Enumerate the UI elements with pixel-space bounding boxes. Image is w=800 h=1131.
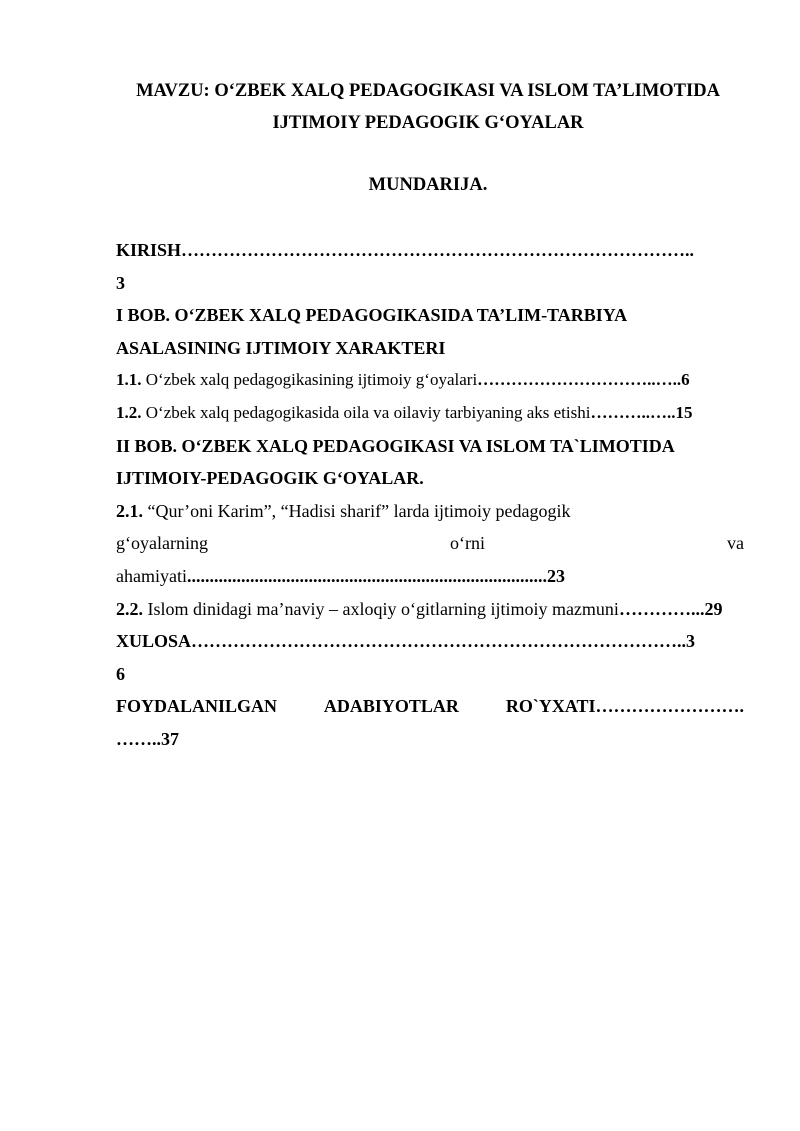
toc-entry-1-2[interactable] bbox=[116, 397, 744, 430]
toc-page-number: 3 bbox=[116, 272, 125, 293]
toc-section-title: O‘zbek xalq pedagogikasining ijtimoiy g‘oyalari bbox=[141, 370, 478, 390]
toc-section-number: 2.1. bbox=[116, 500, 143, 521]
toc-entry-2-2[interactable] bbox=[116, 593, 744, 626]
document-title bbox=[100, 75, 756, 139]
toc-word: va bbox=[727, 533, 744, 554]
toc-page-number-part: 3 bbox=[686, 631, 696, 652]
toc-dots: ………..….. bbox=[590, 402, 676, 422]
toc-section-title: Islom dinidagi ma’naviy – axloqiy o‘gitlarning ijtimoiy mazmuni bbox=[143, 598, 619, 619]
toc-dots: …………... bbox=[618, 598, 705, 619]
title-line-2: IJTIMOIY PEDAGOGIK G‘OYALAR bbox=[272, 113, 584, 133]
toc-chapter-1-line-2[interactable]: ASALASINING IJTIMOIY XARAKTERI bbox=[116, 337, 446, 358]
toc-dots: ................................................................................ bbox=[186, 565, 547, 586]
toc-entry-2-1-continued bbox=[116, 527, 744, 560]
toc-section-number: 2.2. bbox=[116, 598, 143, 619]
toc-label: XULOSA bbox=[116, 631, 192, 652]
toc-word: o‘rni bbox=[449, 533, 485, 554]
toc-dots: …….. bbox=[116, 728, 161, 749]
toc-entry-xulosa[interactable] bbox=[116, 625, 744, 658]
toc-section-title: O‘zbek xalq pedagogikasida oila va oilaviy tarbiyaning aks etishi bbox=[141, 402, 591, 422]
toc-entry-adabiyotlar-end bbox=[116, 723, 744, 756]
toc-page-number: 37 bbox=[161, 728, 179, 749]
toc-word: FOYDALANILGAN bbox=[116, 696, 278, 717]
toc-word: ADABIYOTLAR bbox=[323, 696, 459, 717]
toc-page-number: 29 bbox=[704, 598, 723, 619]
toc-dots: ………………………………………………………………………….. bbox=[181, 240, 695, 260]
toc-entry-2-1[interactable] bbox=[116, 495, 744, 528]
toc-section-number: 1.2. bbox=[116, 402, 142, 422]
toc-chapter-2-line-2[interactable]: IJTIMOIY-PEDAGOGIK G‘OYALAR. bbox=[116, 468, 424, 489]
toc-dots: ……………………………………………………………………….. bbox=[191, 631, 687, 652]
toc-section-number: 1.1. bbox=[116, 370, 142, 390]
toc-section-title: “Qur’oni Karim”, “Hadisi sharif” larda ijtimoiy pedagogik bbox=[143, 500, 571, 521]
toc-label: KIRISH bbox=[116, 240, 182, 260]
contents-heading: MUNDARIJA. bbox=[368, 175, 488, 195]
toc-entry-1-1[interactable] bbox=[116, 364, 744, 397]
toc-word: RO`YXATI……………………. bbox=[505, 696, 744, 717]
toc-chapter-2-line-1[interactable]: II BOB. O‘ZBEK XALQ PEDAGOGIKASI VA ISLOM TA`LIMOTIDA bbox=[116, 435, 675, 456]
toc-page-number-part: 6 bbox=[116, 663, 125, 684]
toc-chapter-1-line-1[interactable]: I BOB. O‘ZBEK XALQ PEDAGOGIKASIDA TA’LIM-TARBIYA bbox=[116, 305, 628, 326]
title-line-1: MAVZU: O‘ZBEK XALQ PEDAGOGIKASI VA ISLOM TA’LIMOTIDA bbox=[136, 81, 720, 101]
toc-entry-2-1-end bbox=[116, 560, 744, 593]
toc-section-title: ahamiyati bbox=[116, 565, 187, 586]
toc-entry-adabiyotlar[interactable] bbox=[116, 690, 744, 723]
toc-page-number: 15 bbox=[675, 402, 693, 422]
table-of-contents bbox=[116, 234, 744, 756]
toc-page-number: 23 bbox=[546, 565, 565, 586]
toc-page-number: 6 bbox=[681, 370, 690, 390]
toc-entry-kirish[interactable] bbox=[116, 234, 744, 267]
toc-dots: …………………………..….. bbox=[477, 370, 682, 390]
toc-word: g‘oyalarning bbox=[116, 533, 208, 554]
